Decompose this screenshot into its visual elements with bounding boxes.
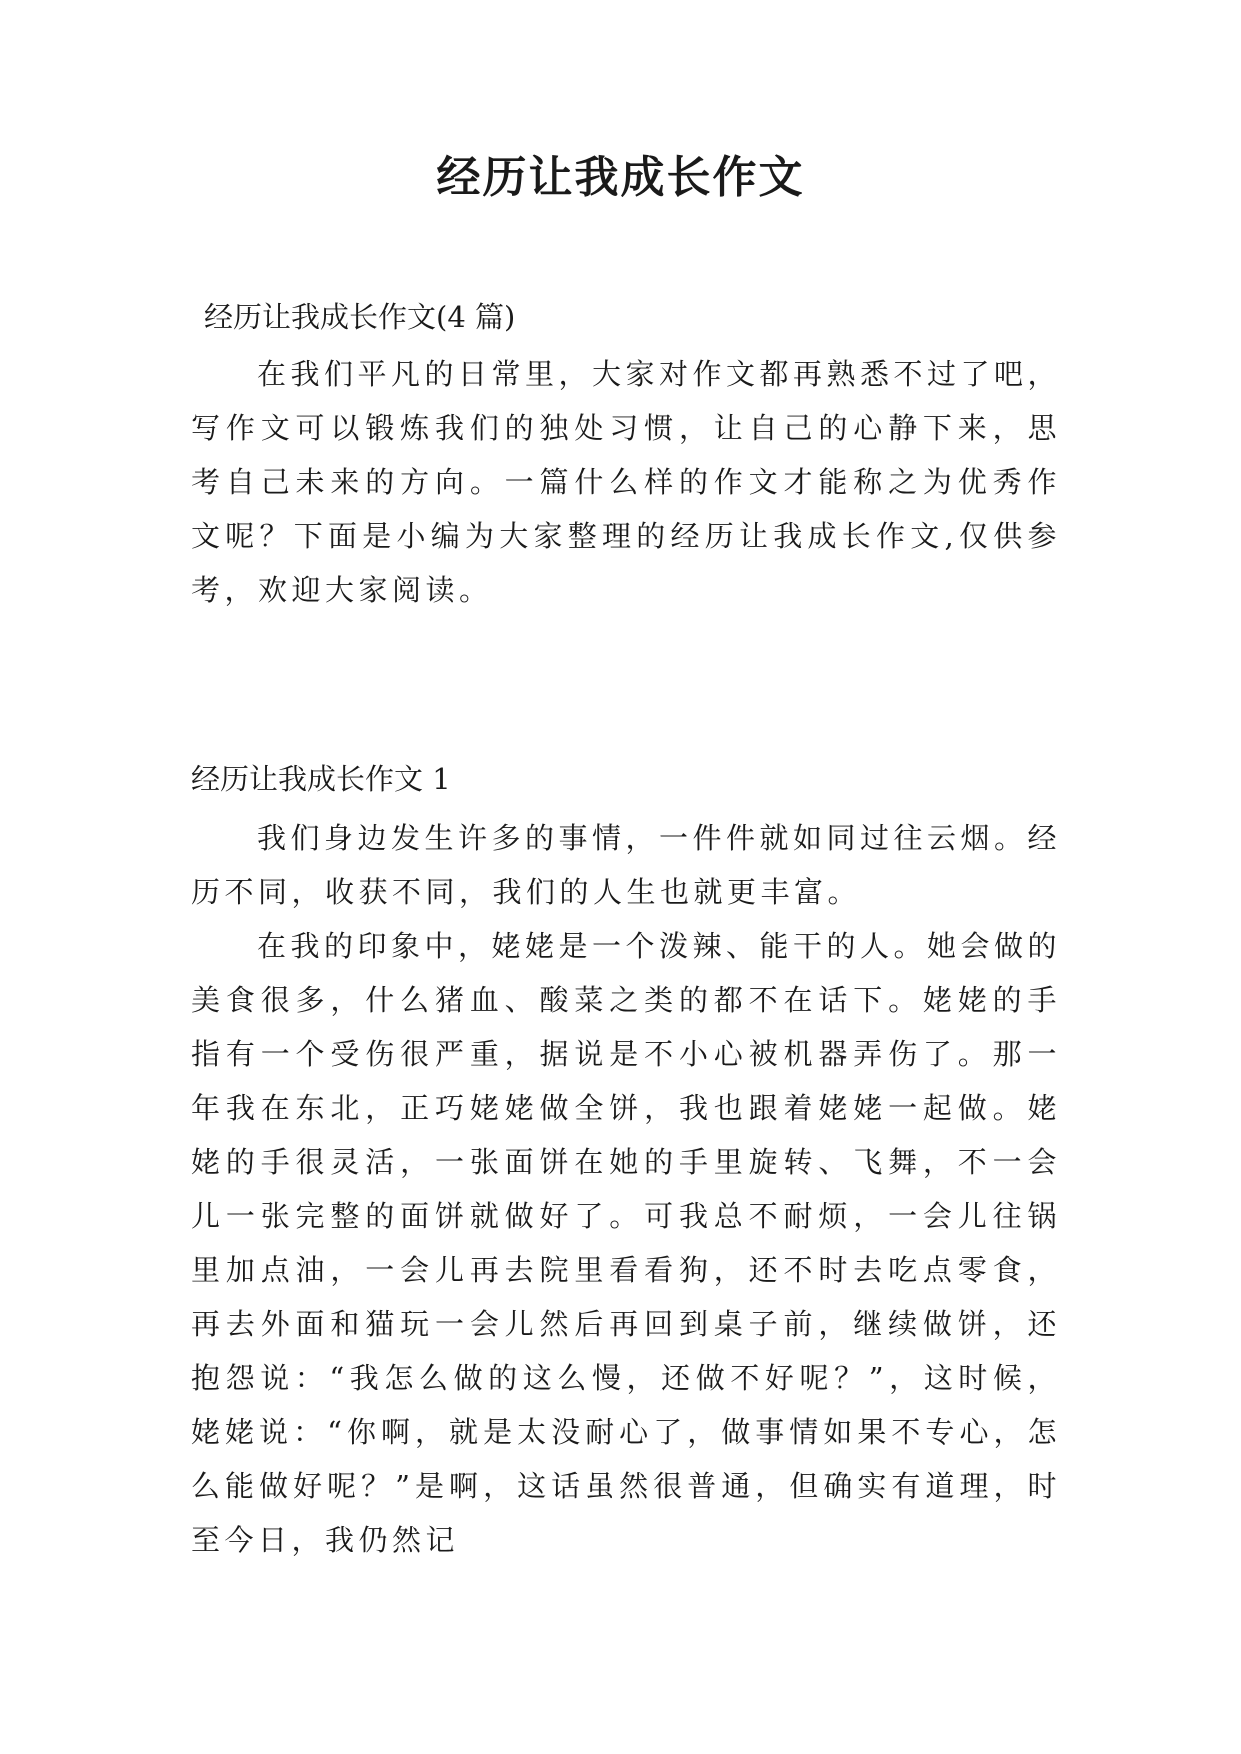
body-paragraph: 在我的印象中，姥姥是一个泼辣、能干的人。她会做的美食很多，什么猪血、酸菜之类的都不在话下。姥姥的手指有一个受伤很严重，据说是不小心被机器弄伤了。那一年我在东北，正巧姥姥做全饼，我也跟着姥姥一起做。姥姥的手很灵活，一张面饼在她的手里旋转、飞舞，不一会儿一张完整的面饼就做好了。可我总不耐烦，一会儿往锅里加点油，一会儿再去院里看看狗，还不时去吃点零食，再去外面和猫玩一会儿然后再回到桌子前，继续做饼，还抱怨说：“我怎么做的这么慢，还做不好呢？”，这时候，姥姥说：“你啊，就是太没耐心了，做事情如果不专心，怎么能做好呢？”是啊，这话虽然很普通，但确实有道理，时至今日，我仍然记 bbox=[191, 929, 1062, 1557]
document-subtitle: 经历让我成长作文(4 篇) bbox=[204, 300, 516, 334]
intro-paragraph: 在我们平凡的日常里，大家对作文都再熟悉不过了吧，写作文可以锻炼我们的独处习惯，让自己的心静下来，思考自己未来的方向。一篇什么样的作文才能称之为优秀作文呢？下面是小编为大家整理的经历让我成长作文,仅供参考，欢迎大家阅读。 bbox=[191, 357, 1062, 607]
section-heading: 经历让我成长作文 1 bbox=[191, 762, 451, 796]
body-paragraph: 我们身边发生许多的事情，一件件就如同过往云烟。经历不同，收获不同，我们的人生也就更丰富。 bbox=[191, 821, 1062, 909]
document-title: 经历让我成长作文 bbox=[436, 152, 805, 203]
